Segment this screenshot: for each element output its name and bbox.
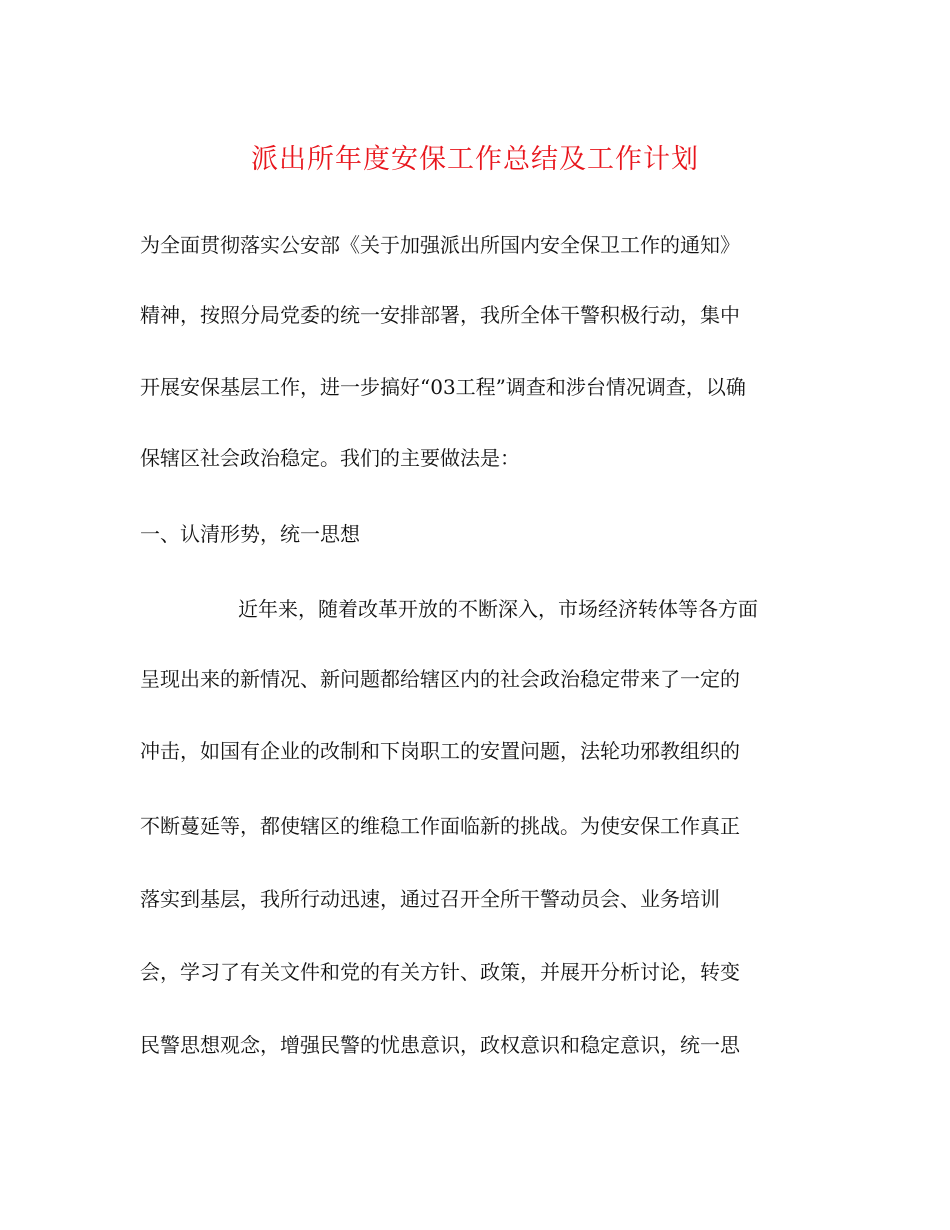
body-line-6: 近年来，随着改革开放的不断深入，市场经济转体等各方面	[238, 597, 758, 621]
body-line-7: 呈现出来的新情况、新问题都给辖区内的社会政治稳定带来了一定的	[140, 667, 740, 691]
document-title: 派出所年度安保工作总结及工作计划	[251, 144, 699, 175]
body-line-9: 不断蔓延等，都使辖区的维稳工作面临新的挑战。为使安保工作真正	[140, 814, 740, 838]
body-line-10: 落实到基层，我所行动迅速，通过召开全所干警动员会、业务培训	[140, 887, 720, 911]
body-line-11: 会，学习了有关文件和党的有关方针、政策，并展开分析讨论，转变	[140, 960, 740, 984]
body-line-1: 为全面贯彻落实公安部《关于加强派出所国内安全保卫工作的通知》	[140, 233, 740, 257]
body-line-4: 保辖区社会政治稳定。我们的主要做法是：	[140, 446, 520, 470]
body-line-12: 民警思想观念，增强民警的忧患意识，政权意识和稳定意识，统一思	[140, 1033, 740, 1057]
body-line-3: 开展安保基层工作，进一步搞好“03工程”调查和涉台情况调查，以确	[140, 375, 746, 399]
body-line-8: 冲击，如国有企业的改制和下岗职工的安置问题，法轮功邪教组织的	[140, 739, 740, 763]
body-line-2: 精神，按照分局党委的统一安排部署，我所全体干警积极行动，集中	[140, 303, 740, 327]
section-heading-1: 一、认清形势，统一思想	[140, 522, 360, 546]
